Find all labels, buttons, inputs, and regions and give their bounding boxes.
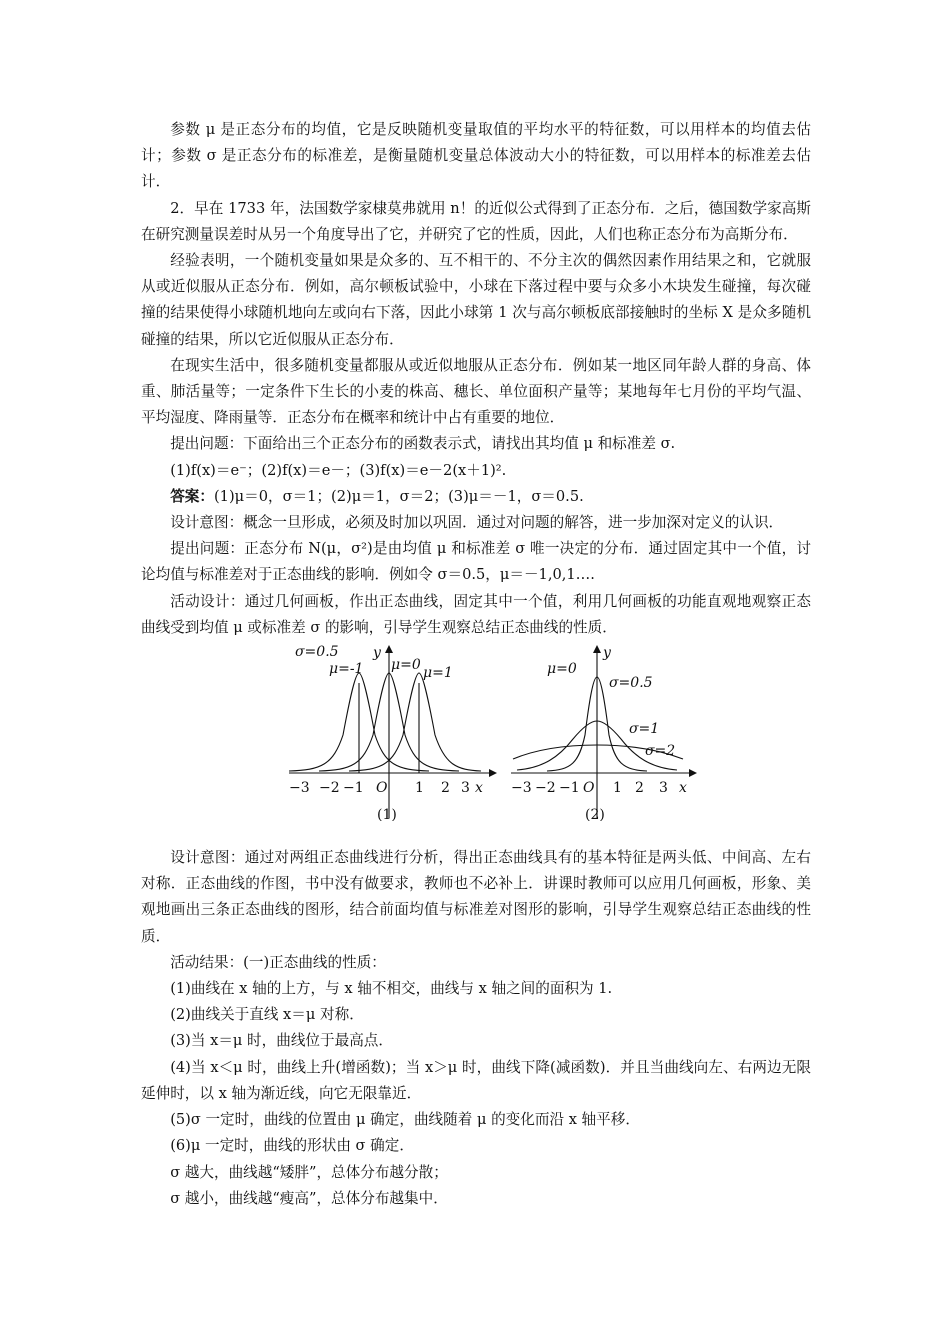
origin-label: O <box>376 780 388 797</box>
y-label: y <box>373 645 381 662</box>
paragraph-history: 2．早在 1733 年，法国数学家棣莫弗就用 n！的近似公式得到了正态分布．之后，德国数学家高斯在研究测量误差时从另一个角度导出了它，并研究了它的性质，因此，人们也称正态分布为高斯分布． <box>141 199 811 243</box>
paragraph-question-2: 提出问题：正态分布 N(μ，σ²)是由均值 μ 和标准差 σ 唯一决定的分布．通过固定其中一个值，讨论均值与标准差对于正态曲线的影响．例如令 σ＝0.5，μ＝－1,0,1…. <box>141 540 811 584</box>
mu-label-1: μ=1 <box>423 665 453 682</box>
y-axis-arrow <box>385 645 393 653</box>
figure-caption: (1) <box>377 807 397 822</box>
paragraph-question: 提出问题：下面给出三个正态分布的函数表示式，请找出其均值 μ 和标准差 σ. <box>170 435 676 453</box>
sigma-small-note: σ 越小，曲线越“瘦高”，总体分布越集中． <box>170 1189 448 1207</box>
tick-label: 3 <box>659 780 668 797</box>
property-6: (6)μ 一定时，曲线的形状由 σ 确定． <box>170 1137 414 1155</box>
tick-label: −3 <box>511 780 532 797</box>
property-5: (5)σ 一定时，曲线的位置由 μ 确定，曲线随着 μ 的变化而沿 x 轴平移． <box>170 1111 640 1129</box>
x-axis-arrow <box>689 769 697 777</box>
document-page <box>141 117 811 1212</box>
paragraph-mu-sigma: 参数 μ 是正态分布的均值，它是反映随机变量取值的平均水平的特征数，可以用样本的均值去估计；参数 σ 是正态分布的标准差，是衡量随机变量总体波动大小的特征数，可以用样本的标准差去估计． <box>141 121 811 191</box>
tick-label: −2 <box>319 780 340 797</box>
answer-text: (1)μ＝0，σ＝1；(2)μ＝1，σ＝2；(3)μ＝－1，σ＝0.5. <box>213 487 584 505</box>
figure-caption: (2) <box>585 807 605 822</box>
sigma-large-note: σ 越大，曲线越“矮胖”，总体分布越分散； <box>170 1163 448 1181</box>
y-axis-arrow <box>593 645 601 653</box>
property-3: (3)当 x＝μ 时，曲线位于最高点． <box>170 1032 393 1050</box>
tick-label: −1 <box>343 780 364 797</box>
sigma-label-0-5: σ=0.5 <box>609 675 653 692</box>
tick-label: −3 <box>289 780 310 797</box>
x-axis-arrow <box>489 769 497 777</box>
figure-1 <box>281 643 501 825</box>
property-1: (1)曲线在 x 轴的上方，与 x 轴不相交，曲线与 x 轴之间的面积为 1. <box>170 980 613 998</box>
x-label: x <box>475 780 483 797</box>
paragraph-real-life: 在现实生活中，很多随机变量都服从或近似地服从正态分布．例如某一地区同年龄人群的身高、体重、肺活量等；一定条件下生长的小麦的株高、穗长、单位面积产量等；某地每年七月份的平均气温、平均湿度、降雨量等．正态分布在概率和统计中占有重要的地位． <box>141 356 811 427</box>
x-label: x <box>679 780 687 797</box>
sigma-label: σ=0.5 <box>295 644 339 661</box>
paragraph-answer <box>141 484 811 510</box>
tick-label: −1 <box>559 780 580 797</box>
tick-label: 1 <box>613 780 622 797</box>
paragraph-activity-result: 活动结果：(一)正态曲线的性质： <box>170 953 386 971</box>
paragraph-formulas: (1)f(x)＝e⁻；(2)f(x)＝e－；(3)f(x)＝e－2(x＋1)². <box>170 461 507 479</box>
sigma-label-2: σ=2 <box>645 743 676 760</box>
paragraph-design-intent-2: 设计意图：通过对两组正态曲线进行分析，得出正态曲线具有的基本特征是两头低、中间高、左右对称．正态曲线的作图，书中没有做要求，教师也不必补上．讲课时教师可以应用几何画板，形象、美观地画出三条正态曲线的图形，结合前面均值与标准差对图形的影响，引导学生观察总结正态曲线的性质． <box>141 849 811 945</box>
property-4: (4)当 x＜μ 时，曲线上升(增函数)；当 x＞μ 时，曲线下降(减函数)．并且当曲线向左、右两边无限延伸时，以 x 轴为渐近线，向它无限靠近． <box>141 1058 811 1102</box>
figure-2 <box>507 643 727 825</box>
tick-label: 2 <box>441 780 450 797</box>
property-2: (2)曲线关于直线 x＝μ 对称． <box>170 1006 364 1024</box>
y-label: y <box>603 645 611 662</box>
mu-label-0: μ=0 <box>391 657 421 674</box>
origin-label: O <box>583 780 595 797</box>
answer-label: 答案： <box>170 487 214 505</box>
paragraph-design-intent-1: 设计意图：概念一旦形成，必须及时加以巩固．通过对问题的解答，进一步加深对定义的认识． <box>170 514 784 532</box>
paragraph-experience: 经验表明，一个随机变量如果是众多的、互不相干的、不分主次的偶然因素作用结果之和，它就服从或近似服从正态分布．例如，高尔顿板试验中，小球在下落过程中要与众多小木块发生碰撞，每次碰撞的结果使得小球随机地向左或向右下落，因此小球第 1 次与高尔顿板底部接触时的坐标 X 是众多随机碰撞的结果，所以它近似服从正态分布． <box>141 252 811 348</box>
sigma-label-1: σ=1 <box>629 721 660 738</box>
mu-label-minus-1: μ=-1 <box>329 661 364 678</box>
tick-label: −2 <box>535 780 556 797</box>
tick-label: 1 <box>415 780 424 797</box>
mu-label: μ=0 <box>547 661 577 678</box>
paragraph-activity-design: 活动设计：通过几何画板，作出正态曲线，固定其中一个值，利用几何画板的功能直观地观察正态曲线受到均值 μ 或标准差 σ 的影响，引导学生观察总结正态曲线的性质． <box>141 592 811 636</box>
figures <box>141 643 811 821</box>
tick-label: 3 <box>461 780 470 797</box>
tick-label: 2 <box>635 780 644 797</box>
